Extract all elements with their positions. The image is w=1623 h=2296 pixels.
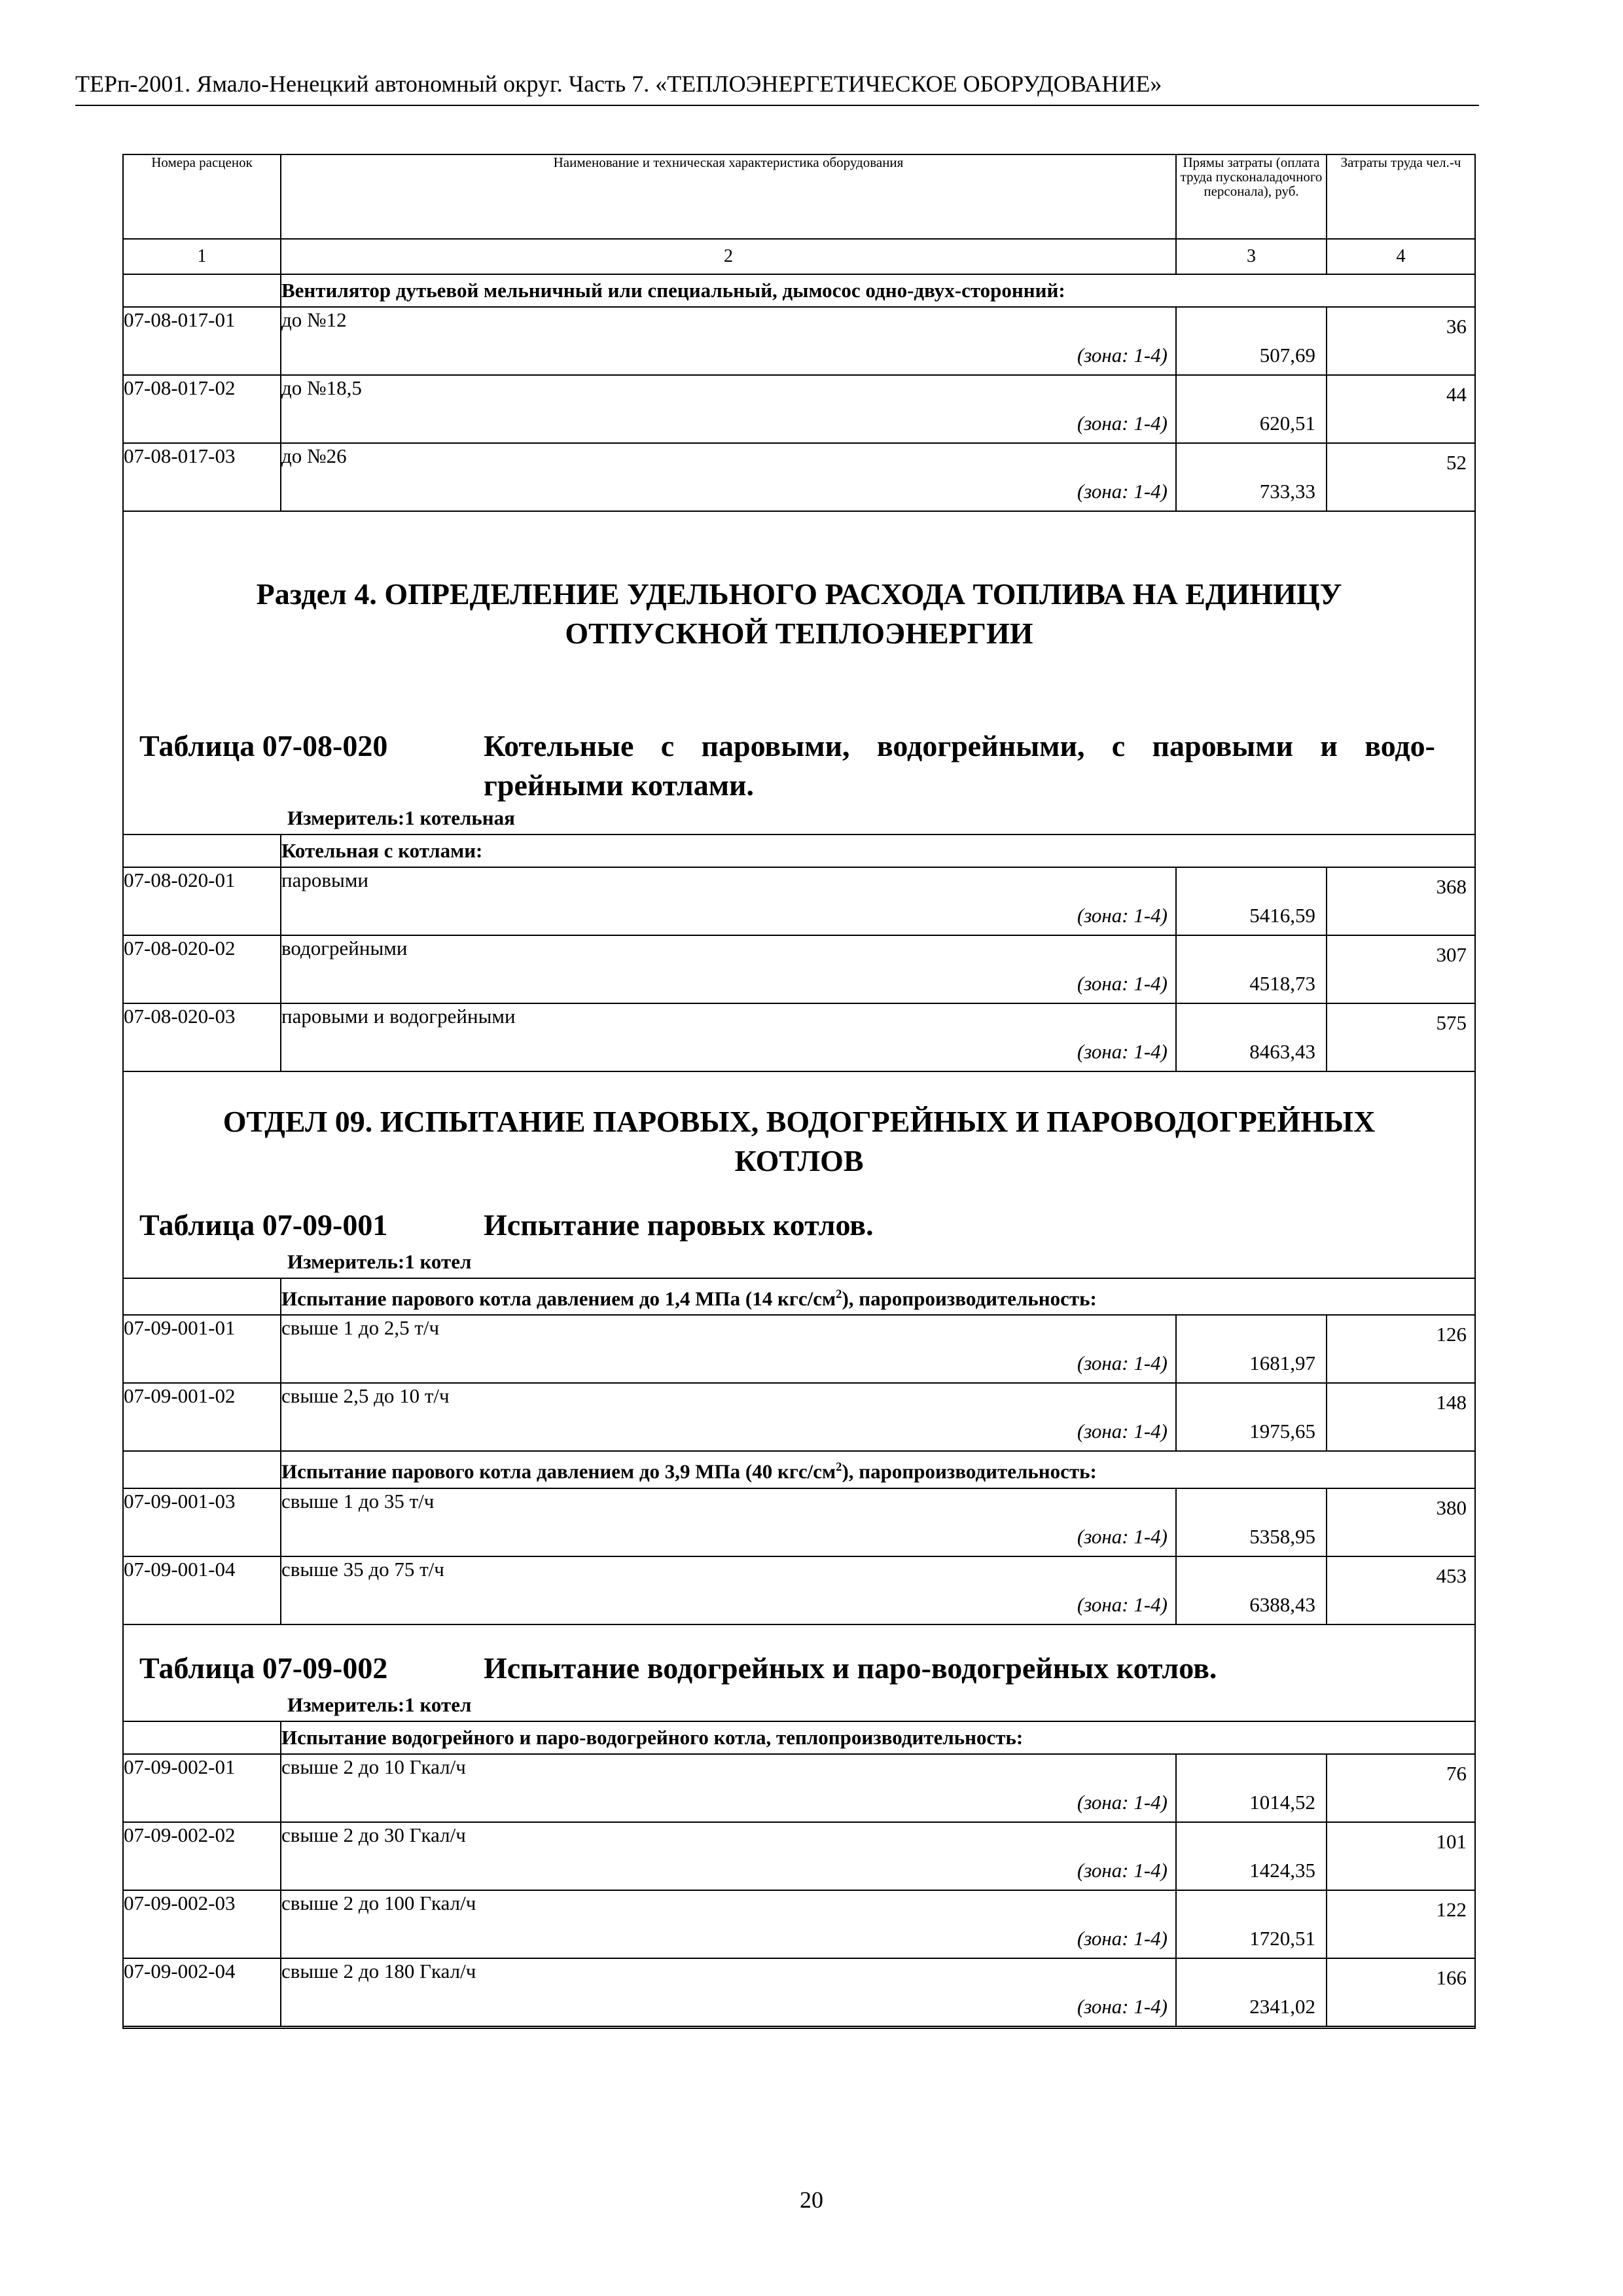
column-number: 3	[1176, 239, 1327, 274]
rate-description-text: свыше 35 до 75 т/ч	[281, 1557, 444, 1581]
labor-value: 76	[1327, 1754, 1474, 1822]
direct-cost-value: 2341,02	[1176, 1958, 1327, 2026]
zone-label: (зона: 1-4)	[1077, 1592, 1168, 1616]
table-row	[124, 1890, 1474, 1958]
table-row	[124, 1822, 1474, 1890]
section-title	[124, 575, 1474, 653]
rate-description	[281, 443, 1176, 511]
table-row	[124, 1958, 1474, 2026]
rate-code: 07-08-020-01	[124, 867, 281, 935]
rate-description-text: свыше 1 до 35 т/ч	[281, 1489, 435, 1513]
table-number: Таблица 07-08-020	[139, 729, 388, 762]
labor-value: 453	[1327, 1556, 1474, 1624]
labor-value: 126	[1327, 1315, 1474, 1383]
column-number: 4	[1327, 239, 1474, 274]
table-row	[124, 443, 1474, 511]
rate-description	[281, 1890, 1176, 1958]
rate-code: 07-09-001-01	[124, 1315, 281, 1383]
labor-value: 122	[1327, 1890, 1474, 1958]
rate-code: 07-08-020-02	[124, 935, 281, 1003]
direct-cost-value: 733,33	[1176, 443, 1327, 511]
column-header-description: Наименование и техническая характеристика оборудования	[281, 155, 1176, 239]
group-title: Испытание водогрейного и паро-водогрейного котла, теплопроизводительность:	[281, 1721, 1474, 1754]
labor-value: 380	[1327, 1488, 1474, 1556]
direct-cost-value: 1014,52	[1176, 1754, 1327, 1822]
zone-label: (зона: 1-4)	[1077, 1352, 1168, 1375]
rate-code: 07-08-017-03	[124, 443, 281, 511]
table-title: Испытание водогрейных и паро-водогрейных котлов.	[484, 1651, 1217, 1685]
rate-description-text: свыше 2 до 30 Гкал/ч	[281, 1823, 466, 1846]
column-header-direct-costs: Прямы затраты (оплата труда пусконаладочного персонала), руб.	[1176, 155, 1327, 239]
table-unit: Измеритель:1 котел	[287, 1693, 472, 1716]
group-title-row	[124, 1278, 1474, 1315]
group-title-row	[124, 834, 1474, 867]
labor-value: 575	[1327, 1003, 1474, 1071]
rate-description	[281, 1958, 1176, 2026]
group-title: Испытание парового котла давлением до 3,9 МПа (40 кгс/$см^2$), паропроизводительность:	[281, 1451, 1474, 1488]
rate-description	[281, 1003, 1176, 1071]
header-rule	[75, 105, 1479, 106]
rate-description	[281, 867, 1176, 935]
direct-cost-value: 5416,59	[1176, 867, 1327, 935]
zone-label: (зона: 1-4)	[1077, 1040, 1168, 1063]
rate-description-text: свыше 2 до 10 Гкал/ч	[281, 1755, 466, 1778]
rate-description	[281, 1315, 1176, 1383]
labor-value: 36	[1327, 307, 1474, 375]
table-row	[124, 1315, 1474, 1383]
group-title: Вентилятор дутьевой мельничный или специальный, дымосос одно-двух-сторонний:	[281, 274, 1474, 307]
zone-label: (зона: 1-4)	[1077, 1858, 1168, 1882]
column-number-row	[124, 239, 1474, 274]
labor-value: 307	[1327, 935, 1474, 1003]
direct-cost-value: 5358,95	[1176, 1488, 1327, 1556]
rate-description-text: до №12	[281, 308, 347, 331]
rate-description	[281, 1754, 1176, 1822]
table-heading	[124, 726, 1474, 802]
direct-cost-value: 1975,65	[1176, 1383, 1327, 1451]
department-title-line: КОТЛОВ	[734, 1144, 864, 1177]
table-number: Таблица 07-09-002	[139, 1651, 388, 1685]
department-title-line: ОТДЕЛ 09. ИСПЫТАНИЕ ПАРОВЫХ, ВОДОГРЕЙНЫХ И ПАРОВОДОГРЕЙНЫХ	[223, 1105, 1376, 1138]
rate-code: 07-09-001-04	[124, 1556, 281, 1624]
direct-cost-value: 1681,97	[1176, 1315, 1327, 1383]
table-number: Таблица 07-09-001	[139, 1208, 388, 1242]
group-title: Котельная с котлами:	[281, 834, 1474, 867]
table-row	[124, 867, 1474, 935]
zone-label: (зона: 1-4)	[1077, 1420, 1168, 1443]
rate-code: 07-08-020-03	[124, 1003, 281, 1071]
table-row	[124, 1003, 1474, 1071]
group-title-row	[124, 1721, 1474, 1754]
labor-value: 148	[1327, 1383, 1474, 1451]
section-title-line: Раздел 4. ОПРЕДЕЛЕНИЕ УДЕЛЬНОГО РАСХОДА ТОПЛИВА НА ЕДИНИЦУ	[256, 577, 1342, 611]
rows-table-07-08-020	[124, 867, 1474, 1071]
direct-cost-value: 8463,43	[1176, 1003, 1327, 1071]
rate-description	[281, 375, 1176, 443]
table-row	[124, 1754, 1474, 1822]
zone-label: (зона: 1-4)	[1077, 480, 1168, 503]
zone-label: (зона: 1-4)	[1077, 1790, 1168, 1814]
table-heading	[124, 1206, 1474, 1246]
department-title	[124, 1102, 1474, 1181]
rate-code: 07-09-002-04	[124, 1958, 281, 2026]
column-number: 2	[281, 239, 1176, 274]
direct-cost-value: 1720,51	[1176, 1890, 1327, 1958]
rate-code: 07-09-001-03	[124, 1488, 281, 1556]
group-title-row	[124, 1451, 1474, 1488]
section-row	[124, 1071, 1474, 1278]
rows-group1	[124, 307, 1474, 511]
table-title: Испытание паровых котлов.	[484, 1208, 874, 1242]
rate-description-text: свыше 2 до 180 Гкал/ч	[281, 1959, 476, 1982]
rate-description-text: паровыми и водогрейными	[281, 1005, 516, 1028]
direct-cost-value: 620,51	[1176, 375, 1327, 443]
labor-value: 368	[1327, 867, 1474, 935]
labor-value: 101	[1327, 1822, 1474, 1890]
rate-description-text: до №26	[281, 444, 347, 467]
zone-label: (зона: 1-4)	[1077, 1994, 1168, 2018]
labor-value: 52	[1327, 443, 1474, 511]
price-table	[124, 155, 1474, 2027]
rate-code: 07-08-017-01	[124, 307, 281, 375]
rows-table-07-09-001-b	[124, 1488, 1474, 1624]
table-row	[124, 1488, 1474, 1556]
rate-description-text: паровыми	[281, 869, 369, 891]
rate-code: 07-09-001-02	[124, 1383, 281, 1451]
direct-cost-value: 1424,35	[1176, 1822, 1327, 1890]
table-row	[124, 1383, 1474, 1451]
zone-label: (зона: 1-4)	[1077, 344, 1168, 367]
labor-value: 44	[1327, 375, 1474, 443]
rate-description	[281, 1383, 1176, 1451]
rows-table-07-09-001-a	[124, 1315, 1474, 1451]
zone-label: (зона: 1-4)	[1077, 904, 1168, 927]
rate-description-text: свыше 2,5 до 10 т/ч	[281, 1384, 450, 1408]
rate-description-text: водогрейными	[281, 937, 408, 960]
group-title: Испытание парового котла давлением до 1,4 МПа (14 кгс/$см^2$), паропроизводительность:	[281, 1278, 1474, 1315]
running-header: ТЕРп-2001. Ямало-Ненецкий автономный округ. Часть 7. «ТЕПЛОЭНЕРГЕТИЧЕСКОЕ ОБОРУДОВАНИЕ»	[75, 71, 1162, 97]
table-heading	[124, 1649, 1474, 1689]
rate-description	[281, 307, 1176, 375]
labor-value: 166	[1327, 1958, 1474, 2026]
table-unit: Измеритель:1 котельная	[287, 806, 515, 829]
section-row	[124, 511, 1474, 834]
price-table-frame	[122, 154, 1476, 2029]
rate-description-text: свыше 1 до 2,5 т/ч	[281, 1316, 440, 1340]
section-title-line: ОТПУСКНОЙ ТЕПЛОЭНЕРГИИ	[565, 617, 1033, 650]
column-header-row	[124, 155, 1474, 239]
direct-cost-value: 507,69	[1176, 307, 1327, 375]
zone-label: (зона: 1-4)	[1077, 972, 1168, 995]
rate-code: 07-08-017-02	[124, 375, 281, 443]
page-number: 20	[800, 2187, 823, 2213]
rate-description-text: до №18,5	[281, 376, 362, 399]
column-header-labor: Затраты труда чел.-ч	[1327, 155, 1474, 239]
table-row	[124, 1556, 1474, 1624]
table-title: Котельные с паровыми, водогрейными, с паровыми и водо-грейными котлами.	[484, 729, 1435, 802]
direct-cost-value: 4518,73	[1176, 935, 1327, 1003]
rate-code: 07-09-002-02	[124, 1822, 281, 1890]
table-row	[124, 935, 1474, 1003]
rows-table-07-09-002	[124, 1754, 1474, 2026]
direct-cost-value: 6388,43	[1176, 1556, 1327, 1624]
zone-label: (зона: 1-4)	[1077, 1926, 1168, 1950]
zone-label: (зона: 1-4)	[1077, 1524, 1168, 1548]
section-row	[124, 1624, 1474, 1721]
rate-description-text: свыше 2 до 100 Гкал/ч	[281, 1891, 476, 1914]
rate-code: 07-09-002-03	[124, 1890, 281, 1958]
table-row	[124, 375, 1474, 443]
table-row	[124, 307, 1474, 375]
column-header-codes: Номера расценок	[124, 155, 281, 239]
column-number: 1	[124, 239, 281, 274]
group-title-row	[124, 274, 1474, 307]
rate-description	[281, 1822, 1176, 1890]
rate-description	[281, 1556, 1176, 1624]
zone-label: (зона: 1-4)	[1077, 412, 1168, 435]
table-unit: Измеритель:1 котел	[287, 1250, 472, 1273]
rate-description	[281, 935, 1176, 1003]
rate-description	[281, 1488, 1176, 1556]
rate-code: 07-09-002-01	[124, 1754, 281, 1822]
